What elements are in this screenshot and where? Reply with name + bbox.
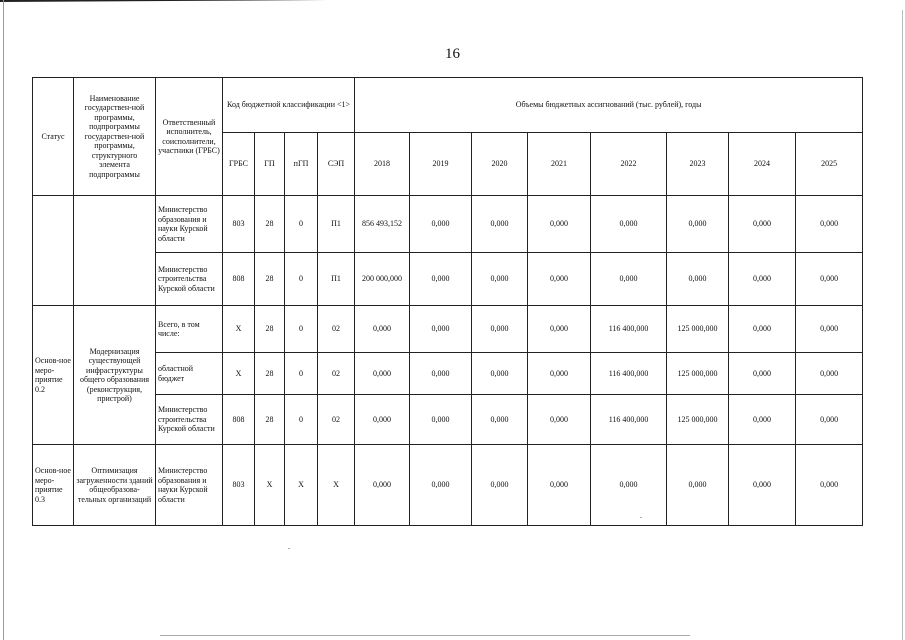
value-cell: 0,000 <box>472 196 528 253</box>
header-year: 2023 <box>667 133 729 196</box>
value-cell: 0,000 <box>796 306 863 353</box>
header-code-gp: ГП <box>255 133 285 196</box>
header-year: 2024 <box>729 133 796 196</box>
code-cell: П1 <box>318 253 355 306</box>
code-cell: Х <box>255 445 285 526</box>
value-cell: 0,000 <box>472 445 528 526</box>
value-cell: 0,000 <box>355 353 410 395</box>
value-cell: 125 000,000 <box>667 395 729 445</box>
value-cell: 116 400,000 <box>591 353 667 395</box>
header-budget-code: Код бюджетной классификации <1> <box>223 78 355 133</box>
scan-speck <box>288 548 290 549</box>
code-cell: 28 <box>255 253 285 306</box>
header-executor: Ответственный исполнитель, соисполнители, участники (ГРБС) <box>156 78 223 196</box>
header-code-pgp: пГП <box>285 133 318 196</box>
header-volumes: Объемы бюджетных ассигнований (тыс. рублей), годы <box>355 78 863 133</box>
scan-border-bottom <box>160 635 690 636</box>
value-cell: 0,000 <box>729 395 796 445</box>
value-cell: 0,000 <box>667 445 729 526</box>
value-cell: 200 000,000 <box>355 253 410 306</box>
value-cell: 0,000 <box>796 253 863 306</box>
value-cell: 0,000 <box>729 306 796 353</box>
header-year: 2021 <box>528 133 591 196</box>
value-cell: 0,000 <box>729 253 796 306</box>
value-cell: 0,000 <box>796 395 863 445</box>
value-cell: 0,000 <box>528 196 591 253</box>
executor-cell: Министерство образования и науки Курской области <box>156 445 223 526</box>
value-cell: 0,000 <box>667 253 729 306</box>
value-cell: 0,000 <box>355 395 410 445</box>
code-cell: 0 <box>285 395 318 445</box>
scan-border-top <box>0 0 905 5</box>
header-name: Наименование государствен-ной программы, подпрограммы государствен-ной программы, структурного элемента подпрограммы <box>74 78 156 196</box>
code-cell: 28 <box>255 353 285 395</box>
page-number: 16 <box>445 46 460 62</box>
header-year: 2025 <box>796 133 863 196</box>
value-cell: 116 400,000 <box>591 395 667 445</box>
value-cell: 0,000 <box>410 253 472 306</box>
table-row <box>33 353 863 395</box>
name-cell: Модернизация существующей инфраструктуры общего образования (реконструкция, пристрой) <box>74 306 156 445</box>
value-cell: 0,000 <box>410 353 472 395</box>
value-cell: 0,000 <box>528 395 591 445</box>
value-cell: 0,000 <box>591 445 667 526</box>
executor-cell: Всего, в том числе: <box>156 306 223 353</box>
value-cell: 0,000 <box>729 353 796 395</box>
value-cell: 0,000 <box>591 253 667 306</box>
scan-border-left <box>3 0 4 640</box>
table-row <box>33 253 863 306</box>
value-cell: 0,000 <box>355 445 410 526</box>
code-cell: 02 <box>318 353 355 395</box>
code-cell: 803 <box>223 445 255 526</box>
code-cell: Х <box>223 306 255 353</box>
scan-border-right <box>902 10 903 640</box>
code-cell: 803 <box>223 196 255 253</box>
value-cell: 0,000 <box>729 445 796 526</box>
code-cell: П1 <box>318 196 355 253</box>
code-cell: 02 <box>318 306 355 353</box>
budget-allocation-table <box>32 77 863 526</box>
value-cell: 0,000 <box>472 353 528 395</box>
header-status: Статус <box>33 78 74 196</box>
code-cell: 0 <box>285 253 318 306</box>
value-cell: 0,000 <box>528 445 591 526</box>
name-cell-empty <box>74 196 156 306</box>
executor-cell: Министерство строительства Курской области <box>156 253 223 306</box>
value-cell: 856 493,152 <box>355 196 410 253</box>
header-year: 2020 <box>472 133 528 196</box>
status-cell-empty <box>33 196 74 306</box>
value-cell: 0,000 <box>796 196 863 253</box>
value-cell: 0,000 <box>591 196 667 253</box>
code-cell: Х <box>285 445 318 526</box>
value-cell: 125 000,000 <box>667 353 729 395</box>
executor-cell: Министерство строительства Курской области <box>156 395 223 445</box>
code-cell: 0 <box>285 353 318 395</box>
value-cell: 0,000 <box>528 253 591 306</box>
value-cell: 0,000 <box>355 306 410 353</box>
value-cell: 0,000 <box>729 196 796 253</box>
name-cell: Оптимизация загруженности зданий общеобразова-тельных организаций <box>74 445 156 526</box>
executor-cell: областной бюджет <box>156 353 223 395</box>
value-cell: 0,000 <box>796 445 863 526</box>
value-cell: 0,000 <box>472 306 528 353</box>
code-cell: 0 <box>285 306 318 353</box>
value-cell: 0,000 <box>472 395 528 445</box>
value-cell: 0,000 <box>410 395 472 445</box>
table-row <box>33 395 863 445</box>
code-cell: 28 <box>255 306 285 353</box>
value-cell: 125 000,000 <box>667 306 729 353</box>
scan-speck <box>640 517 642 518</box>
code-cell: 02 <box>318 395 355 445</box>
header-row-1 <box>33 78 863 133</box>
code-cell: Х <box>318 445 355 526</box>
code-cell: 808 <box>223 253 255 306</box>
table-row <box>33 306 863 353</box>
code-cell: Х <box>223 353 255 395</box>
table-row <box>33 445 863 526</box>
code-cell: 0 <box>285 196 318 253</box>
value-cell: 0,000 <box>472 253 528 306</box>
code-cell: 28 <box>255 196 285 253</box>
header-year: 2022 <box>591 133 667 196</box>
header-year: 2018 <box>355 133 410 196</box>
status-cell: Основ-ное меро-приятие 0.3 <box>33 445 74 526</box>
value-cell: 0,000 <box>528 306 591 353</box>
value-cell: 0,000 <box>667 196 729 253</box>
table-row <box>33 196 863 253</box>
value-cell: 0,000 <box>410 445 472 526</box>
value-cell: 0,000 <box>410 306 472 353</box>
code-cell: 28 <box>255 395 285 445</box>
status-cell: Основ-ное меро-приятие 0.2 <box>33 306 74 445</box>
header-year: 2019 <box>410 133 472 196</box>
value-cell: 0,000 <box>410 196 472 253</box>
code-cell: 808 <box>223 395 255 445</box>
executor-cell: Министерство образования и науки Курской области <box>156 196 223 253</box>
value-cell: 0,000 <box>528 353 591 395</box>
value-cell: 0,000 <box>796 353 863 395</box>
header-code-grbs: ГРБС <box>223 133 255 196</box>
value-cell: 116 400,000 <box>591 306 667 353</box>
header-code-sep: СЭП <box>318 133 355 196</box>
